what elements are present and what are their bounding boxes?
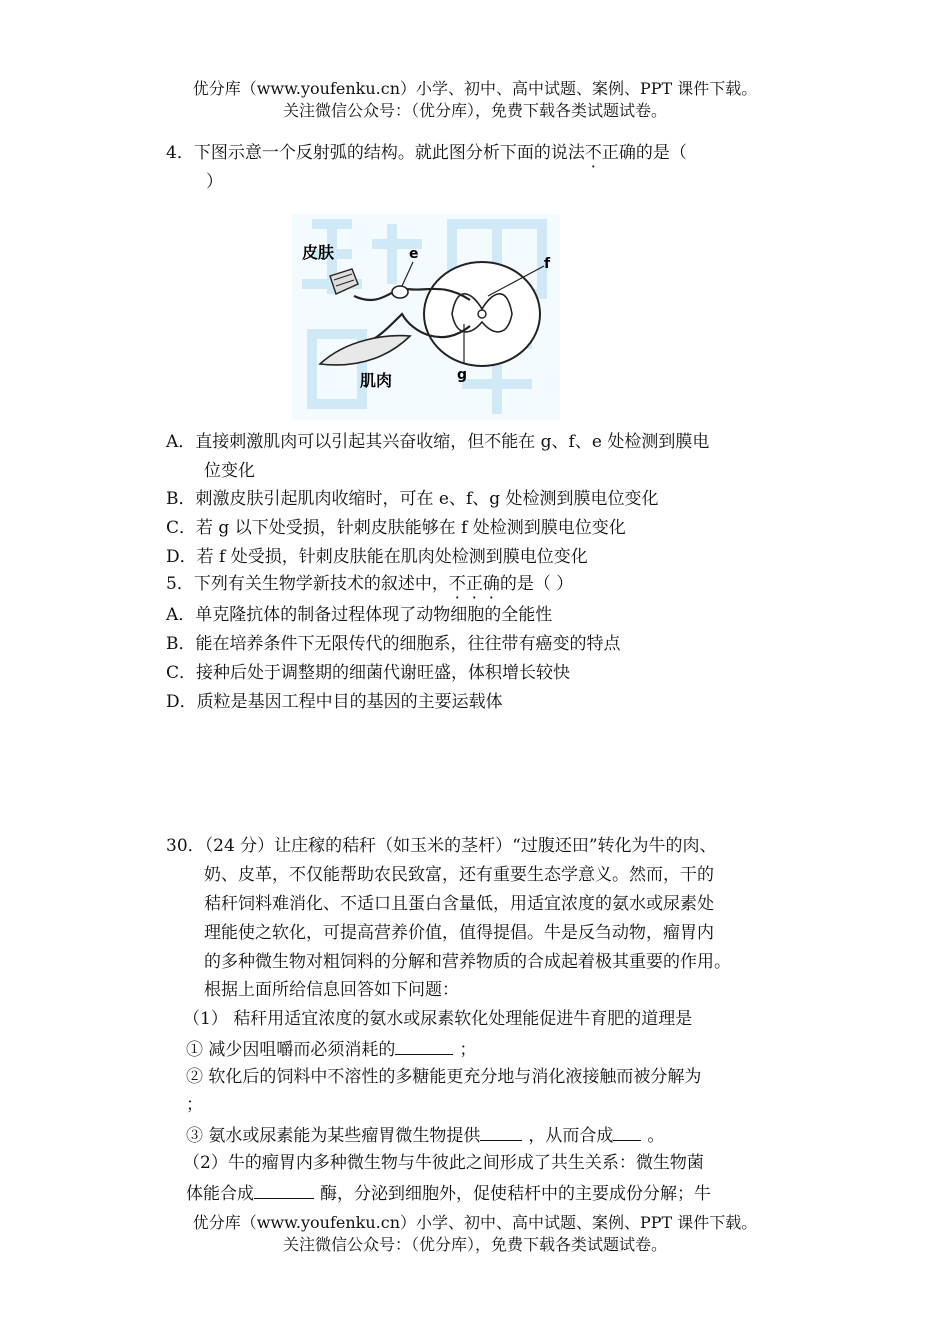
label-g: g: [457, 367, 468, 383]
q30-item-2: ② 软化后的饲料中不溶性的多糖能更充分地与消化液接触而被分解为: [186, 1067, 702, 1087]
footer-line-2: 关注微信公众号：（优分库），免费下载各类试题试卷。: [282, 1235, 667, 1254]
q30-para-line-6: 根据上面所给信息回答如下问题：: [204, 980, 459, 1000]
q5-stem: 5．下列有关生物学新技术的叙述中，不正确的是（ ）: [166, 574, 574, 594]
answer-blank-2[interactable]: [480, 1122, 522, 1141]
q4-option-a-cont: 位变化: [204, 461, 255, 481]
q30-sub-1: （1） 秸秆用适宜浓度的氨水或尿素软化处理能促进牛育肥的道理是: [183, 1009, 693, 1029]
q30-item-3: ③ 氨水或尿素能为某些瘤胃微生物提供 ，从而合成 。: [186, 1122, 664, 1148]
q4-stem: 4．下图示意一个反射弧的结构。就此图分析下面的说法不正确的是（: [166, 143, 687, 163]
q5-option-a: A．单克隆抗体的制备过程体现了动物细胞的全能性: [166, 605, 553, 625]
q30-sub-2: （2）牛的瘤胃内多种微生物与牛彼此之间形成了共生关系：微生物菌: [183, 1153, 704, 1173]
answer-blank-1[interactable]: [395, 1036, 453, 1055]
q4-stem-close: ）: [206, 172, 223, 192]
q30-item-2-cont: ；: [186, 1095, 203, 1115]
q30-item-1: ① 减少因咀嚼而必须消耗的 ；: [186, 1036, 476, 1062]
q30-para-line-4: 理能使之软化，可提高营养价值，值得提倡。牛是反刍动物，瘤胃内: [204, 923, 714, 943]
reflex-arc-figure: [292, 214, 560, 420]
label-muscle: 肌肉: [360, 371, 393, 390]
q30-para-line-2: 奶、皮革，不仅能帮助农民致富，还有重要生态学意义。然而，干的: [204, 865, 714, 885]
header-line-2: 关注微信公众号：（优分库），免费下载各类试题试卷。: [282, 101, 667, 120]
label-skin: 皮肤: [302, 243, 335, 262]
q30-para-line-1: 30．（24 分）让庄稼的秸秆（如玉米的茎杆）“过腹还田”转化为牛的肉、: [166, 836, 717, 856]
q4-option-b: B．刺激皮肤引起肌肉收缩时，可在 e、f、g 处检测到膜电位变化: [166, 489, 659, 509]
label-e: e: [409, 246, 419, 262]
label-f: f: [544, 256, 551, 272]
answer-blank-4[interactable]: [254, 1180, 314, 1199]
answer-blank-3[interactable]: [613, 1122, 641, 1141]
q30-para-line-5: 的多种微生物对粗饲料的分解和营养物质的合成起着极其重要的作用。: [204, 952, 731, 972]
q30-sub-2-cont: 体能合成 酶，分泌到细胞外，促使秸杆中的主要成份分解；牛: [186, 1180, 711, 1206]
q5-option-b: B．能在培养条件下无限传代的细胞系，往往带有癌变的特点: [166, 634, 621, 654]
reflex-arc-diagram: [292, 214, 560, 420]
q5-option-d: D．质粒是基因工程中目的基因的主要运载体: [166, 692, 503, 712]
footer-line-1: 优分库（www.youfenku.cn）小学、初中、高中试题、案例、PPT 课件下载。: [192, 1213, 758, 1232]
q5-option-c: C．接种后处于调整期的细菌代谢旺盛，体积增长较快: [166, 663, 571, 683]
header-line-1: 优分库（www.youfenku.cn）小学、初中、高中试题、案例、PPT 课件下载。: [192, 79, 758, 98]
q4-option-d: D．若 f 处受损，针刺皮肤能在肌肉处检测到膜电位变化: [166, 547, 588, 567]
q4-option-c: C．若 g 以下处受损，针刺皮肤能够在 f 处检测到膜电位变化: [166, 518, 626, 538]
q30-para-line-3: 秸秆饲料难消化、不适口且蛋白含量低，用适宜浓度的氨水或尿素处: [204, 894, 714, 914]
q4-option-a: A．直接刺激肌肉可以引起其兴奋收缩，但不能在 g、f、e 处检测到膜电: [166, 432, 710, 452]
ganglion-e: [392, 286, 408, 298]
emphasis-dot-char: 不: [584, 143, 602, 163]
